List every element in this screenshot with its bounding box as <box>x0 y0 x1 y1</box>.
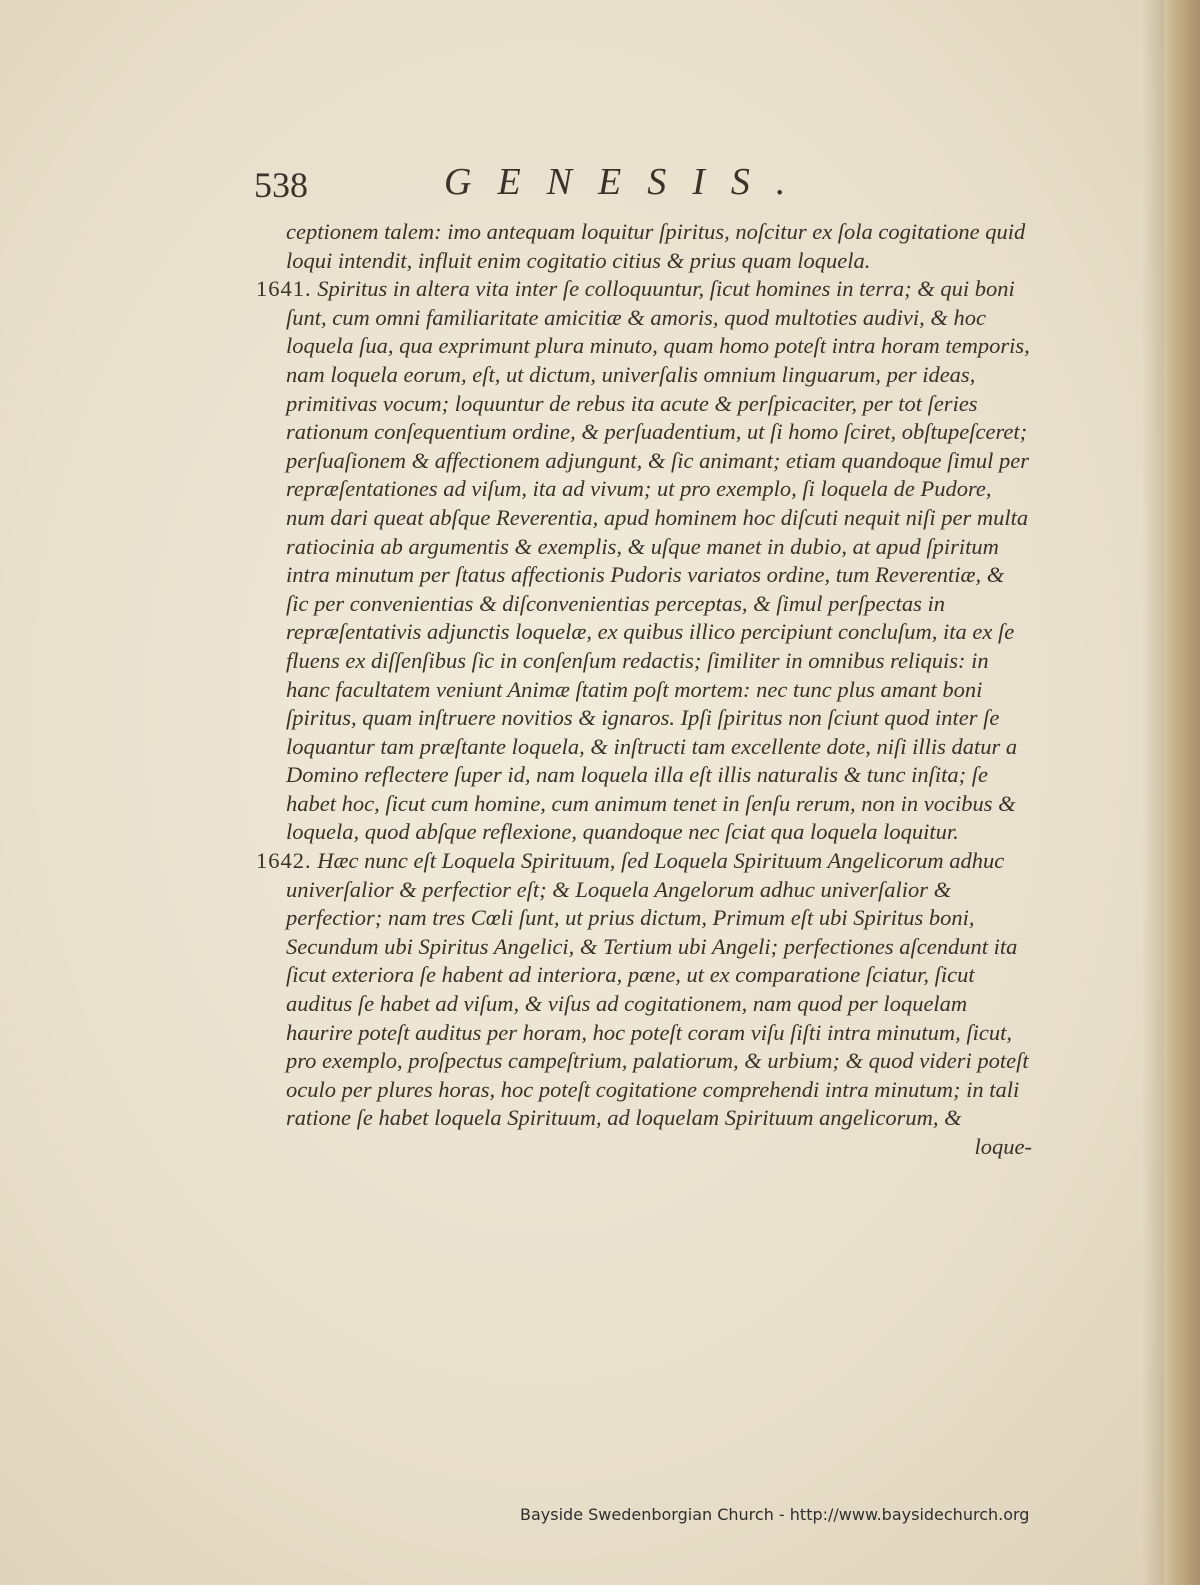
paragraph-1641 <box>256 275 1032 847</box>
paragraph-text: Spiritus in altera vita inter ſe colloquuntur, ſicut homines in terra; & qui boni ſunt, cum omni familiaritate amicitiæ & amoris, quod multoties audivi, & hoc loquela ſua, qua exprimunt plura minuto, quam homo poteſt intra horam temporis, nam loquela eorum, eſt, ut dictum, univerſalis omnium linguarum, per ideas, primitivas vocum; loquuntur de rebus ita acute & perſpicaciter, per tot ſeries rationum conſequentium ordine, & perſuadentium, ut ſi homo ſciret, obſtupeſceret; perſuaſionem & affectionem adjungunt, & ſic animant; etiam quandoque ſimul per repræſentationes ad viſum, ita ad vivum; ut pro exemplo, ſi loquela de Pudore, num dari queat abſque Reverentia, apud hominem hoc diſcuti nequit niſi per multa ratiocinia ab argumentis & exemplis, & uſque manet in dubio, at apud ſpiritum intra minutum per ſtatus affectionis Pudoris variatos ordine, tum Reverentiæ, & ſic per convenientias & diſconvenientias perceptas, & ſimul perſpectas in repræſentativis adjunctis loquelæ, ex quibus illico percipiunt concluſum, ita ex ſe fluens ex diſſenſibus ſic in conſenſum redactis; ſimiliter in omnibus reliquis: in hanc facultatem veniunt Animæ ſtatim poſt mortem: nec tunc plus amant boni ſpiritus, quam inſtruere novitios & ignaros. Ipſi ſpiritus non ſciunt quod inter ſe loquantur tam præſtante loquela, & inſtructi tam excellente dote, niſi illis datur a Domino reflectere ſuper id, nam loquela illa eſt illis naturalis & tunc inſita; ſe habet hoc, ſicut cum homine, cum animum tenet in ſenſu rerum, non in vocibus & loquela, quod abſque reflexione, quandoque nec ſciat qua loquela loquitur. <box>286 276 1030 845</box>
paragraph-text: Hæc nunc eſt Loquela Spirituum, ſed Loquela Spirituum Angelicorum adhuc univerſalior & perfectior eſt; & Loquela Angelorum adhuc univerſalior & perfectior; nam tres Cœli ſunt, ut prius dictum, Primum eſt ubi Spiritus boni, Secundum ubi Spiritus Angelici, & Tertium ubi Angeli; perfectiones aſcendunt ita ſicut exteriora ſe habent ad interiora, pæne, ut ex comparatione ſciatur, ſicut auditus ſe habet ad viſum, & viſus ad cogitationem, nam quod per loquelam haurire poteſt auditus per horam, hoc poteſt coram viſu ſiſti intra minutum, ſicut, pro exemplo, proſpectus campeſtrium, palatiorum, & urbium; & quod videri poteſt oculo per plures horas, hoc poteſt cogitatione comprehendi intra minutum; in tali ratione ſe habet loquela Spirituum, ad loquelam Spirituum angelicorum, & <box>286 848 1029 1131</box>
binding-shadow <box>1142 0 1164 1585</box>
paragraph-number: 1641. <box>256 276 312 302</box>
paragraph-1642 <box>256 847 1032 1133</box>
page-edge <box>1164 0 1200 1585</box>
text-body <box>256 218 1032 1162</box>
page-number: 538 <box>254 165 308 205</box>
paragraph-text: ceptionem talem: imo antequam loquitur ſpiritus, noſcitur ex ſola cogitatione quid loqui intendit, influit enim cogitatio citius & prius quam loquela. <box>286 219 1026 273</box>
footer-credit: Bayside Swedenborgian Church - http://www.baysidechurch.org <box>520 1505 1030 1524</box>
paragraph-number: 1642. <box>256 848 312 874</box>
paragraph-continuation <box>256 218 1032 275</box>
running-title: GENESIS. <box>444 161 812 203</box>
catchword: loque- <box>974 1134 1032 1159</box>
page-header <box>254 160 1034 216</box>
